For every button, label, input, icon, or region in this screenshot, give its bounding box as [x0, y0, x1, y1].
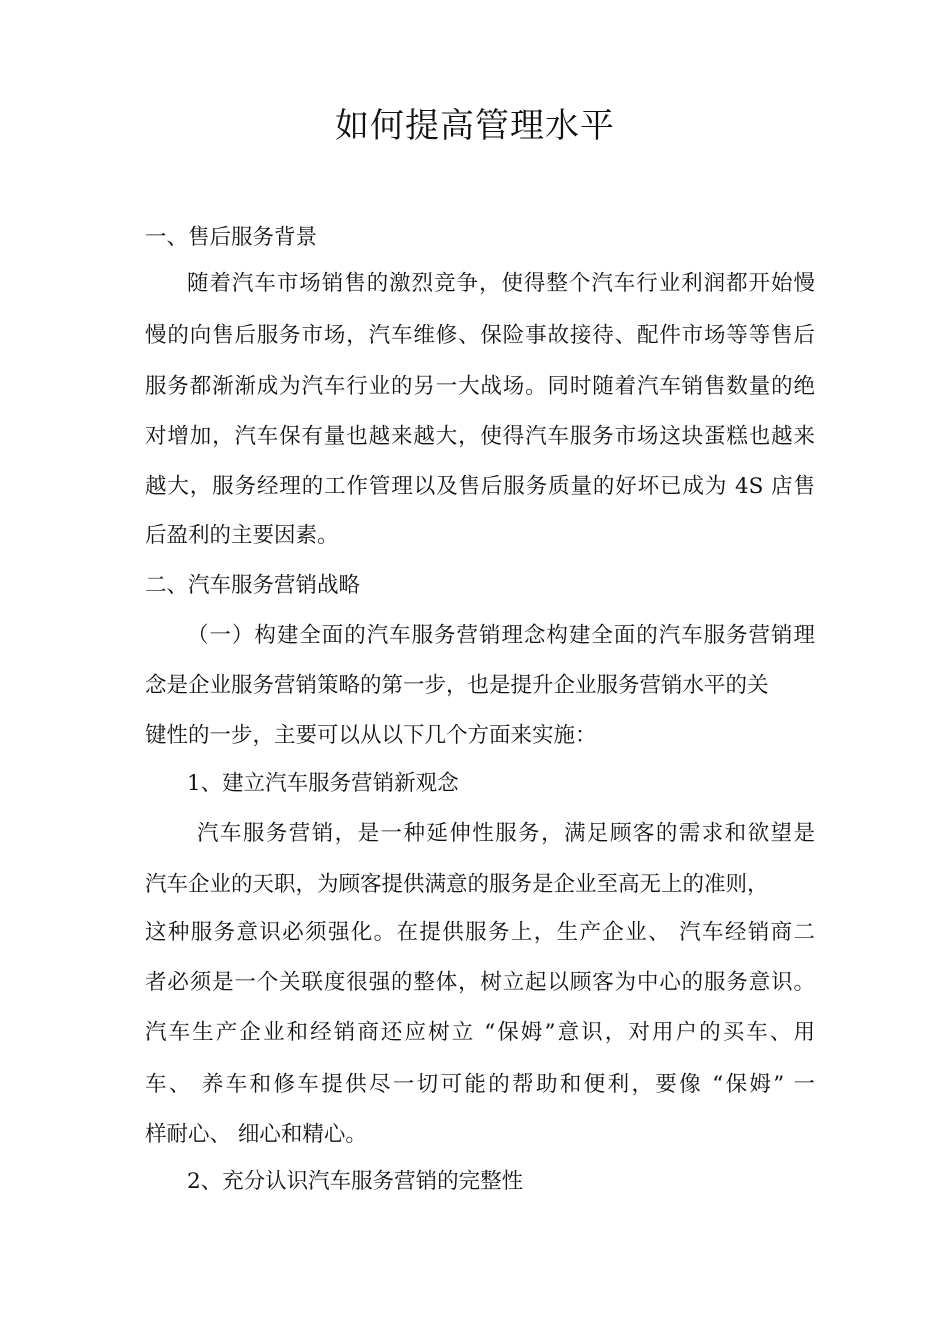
paragraph-line: 慢的向售后服务市场，汽车维修、保险事故接待、配件市场等等售后 — [145, 323, 815, 348]
paragraph-line: 样耐心、 细心和精心。 — [145, 1122, 367, 1147]
paragraph-line: 随着汽车市场销售的激烈竞争，使得整个汽车行业利润都开始慢 — [187, 271, 815, 296]
subsection-heading-1: 1、建立汽车服务营销新观念 — [187, 771, 459, 796]
paragraph-line: 越大，服务经理的工作管理以及售后服务质量的好坏已成为 4S 店售 — [145, 474, 815, 499]
section-heading-2: 二、汽车服务营销战略 — [145, 573, 361, 598]
document-title: 如何提高管理水平 — [335, 106, 615, 146]
paragraph-line: 者必须是一个关联度很强的整体，树立起以顾客为中心的服务意识。 — [145, 970, 815, 995]
paragraph-line: 键性的一步，主要可以从以下几个方面来实施： — [145, 723, 597, 748]
paragraph-line: 车、 养车和修车提供尽一切可能的帮助和便利，要像 “保姆” 一 — [145, 1072, 815, 1097]
subsection-heading-2: 2、充分认识汽车服务营销的完整性 — [187, 1169, 524, 1194]
section-heading-1: 一、售后服务背景 — [145, 225, 318, 250]
paragraph-line: （一）构建全面的汽车服务营销理念构建全面的汽车服务营销理 — [187, 623, 815, 648]
paragraph-line: 汽车生产企业和经销商还应树立 “保姆”意识，对用户的买车、用 — [145, 1020, 815, 1045]
paragraph-line: 对增加，汽车保有量也越来越大，使得汽车服务市场这块蛋糕也越来 — [145, 424, 815, 449]
paragraph-line: 后盈利的主要因素。 — [145, 523, 339, 548]
paragraph-line: 汽车企业的天职，为顾客提供满意的服务是企业至高无上的准则， — [145, 872, 769, 897]
paragraph-line: 服务都渐渐成为汽车行业的另一大战场。同时随着汽车销售数量的绝 — [145, 374, 815, 399]
paragraph-line: 汽车服务营销，是一种延伸性服务，满足顾客的需求和欲望是 — [197, 821, 815, 846]
paragraph-line: 这种服务意识必须强化。在提供服务上，生产企业、 汽车经销商二 — [145, 920, 815, 945]
paragraph-line: 念是企业服务营销策略的第一步，也是提升企业服务营销水平的关 — [145, 673, 769, 698]
